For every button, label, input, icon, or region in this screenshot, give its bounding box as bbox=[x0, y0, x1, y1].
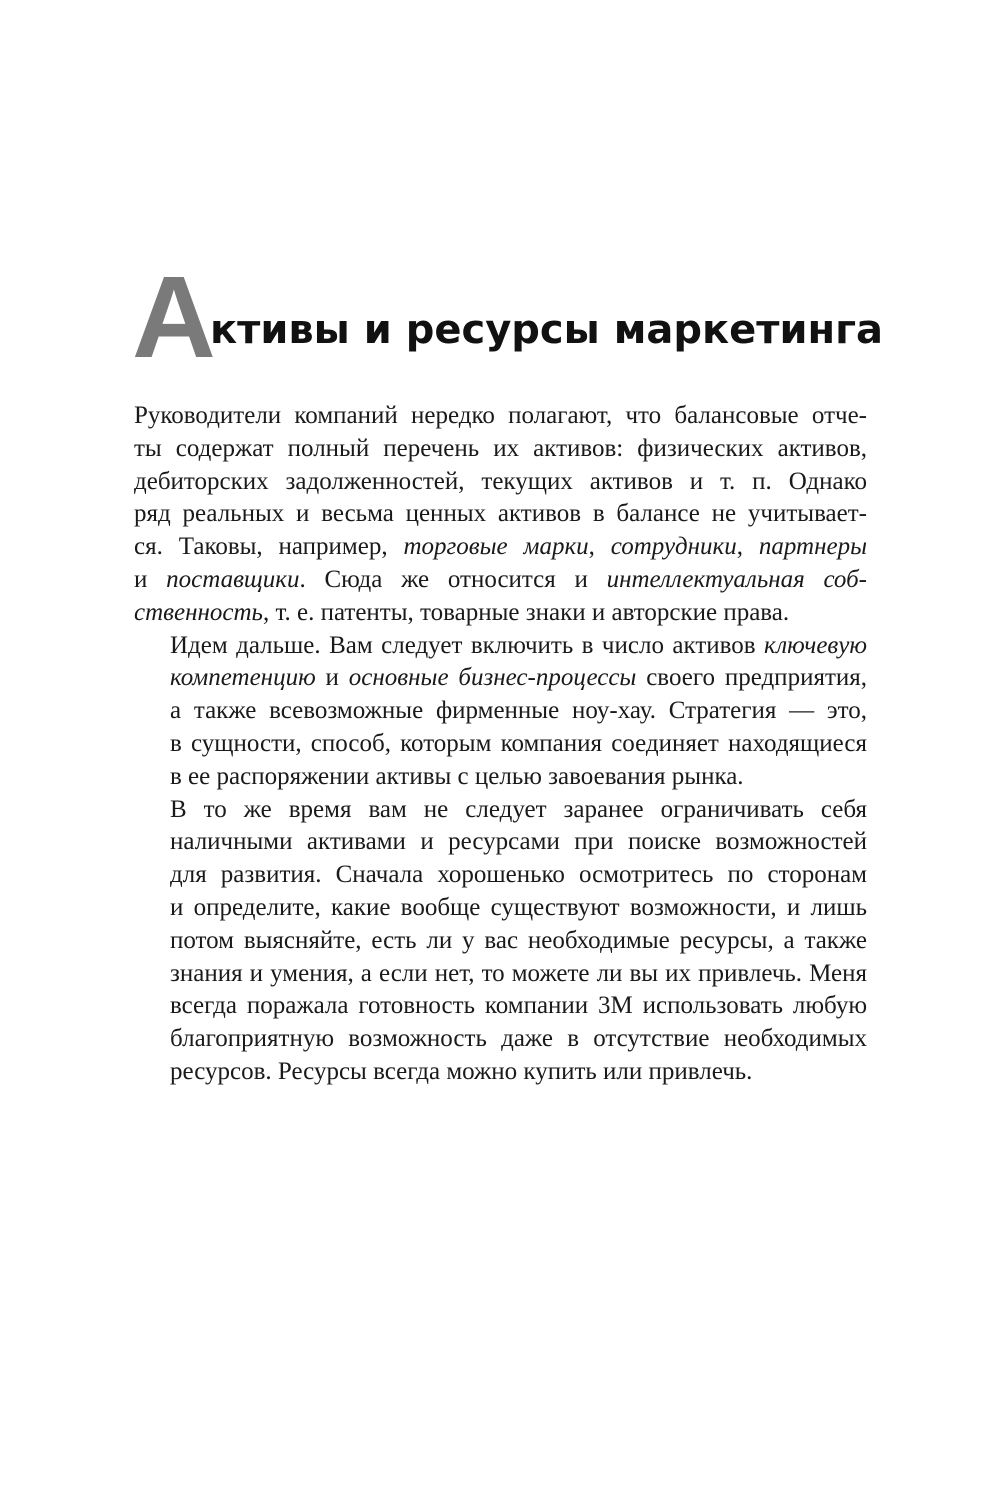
text-line bbox=[134, 630, 867, 663]
italic-term: партнеры bbox=[758, 533, 868, 561]
text-line bbox=[134, 466, 867, 499]
text-run: , bbox=[588, 533, 611, 561]
paragraph-1 bbox=[134, 400, 867, 630]
text-run: в сущности, способ, которым компания соединяет находящиеся bbox=[170, 729, 867, 757]
text-run: . Сюда же относится и bbox=[299, 565, 607, 593]
text-run: знания и умения, а если нет, то можете ли вы их привлечь. Меня bbox=[170, 959, 867, 987]
text-line bbox=[134, 761, 867, 794]
text-run: дебиторских задолженностей, текущих активов и т. п. Однако bbox=[134, 467, 867, 495]
italic-term: ственность bbox=[134, 598, 263, 626]
text-run: для развития. Сначала хорошенько осмотритесь по сторонам bbox=[170, 861, 867, 889]
italic-term: интеллектуальная соб- bbox=[606, 565, 867, 593]
text-run: потом выясняйте, есть ли у вас необходимые ресурсы, а также bbox=[170, 926, 867, 954]
heading-drop-cap: А bbox=[132, 252, 214, 382]
chapter-heading bbox=[132, 252, 912, 382]
text-run: и bbox=[134, 565, 167, 593]
text-run: Руководители компаний нередко полагают, что балансовые отче- bbox=[134, 402, 867, 429]
text-run: своего предприятия, bbox=[636, 664, 867, 692]
italic-term: ключевую bbox=[764, 631, 867, 659]
italic-term: сотрудники bbox=[610, 533, 737, 561]
text-line bbox=[134, 990, 867, 1023]
italic-term: компетенцию bbox=[170, 664, 316, 692]
italic-term: торговые марки bbox=[403, 533, 589, 561]
paragraph-3 bbox=[134, 794, 867, 1089]
text-run: всегда поражала готовность компании 3М использовать любую bbox=[170, 992, 867, 1020]
text-line bbox=[134, 498, 867, 531]
text-line bbox=[134, 958, 867, 991]
text-run: и определите, какие вообще существуют возможности, и лишь bbox=[170, 893, 867, 921]
text-run: наличными активами и ресурсами при поиске возможностей bbox=[170, 828, 867, 856]
italic-term: поставщики bbox=[166, 565, 300, 593]
text-line bbox=[134, 1023, 867, 1056]
text-run: в ее распоряжении активы с целью завоевания рынка. bbox=[170, 762, 744, 790]
text-line bbox=[134, 892, 867, 925]
text-line bbox=[134, 859, 867, 892]
text-run: , т. е. патенты, товарные знаки и авторские права. bbox=[262, 598, 790, 626]
text-line bbox=[134, 564, 867, 597]
text-line bbox=[134, 597, 867, 630]
text-line bbox=[134, 826, 867, 859]
text-line bbox=[134, 1056, 867, 1089]
text-line bbox=[134, 531, 867, 564]
heading-title: ктивы и ресурсы маркетинга bbox=[210, 307, 884, 353]
text-run: а также всевозможные фирменные ноу-хау. Стратегия — это, bbox=[170, 697, 867, 725]
text-run: и bbox=[315, 664, 349, 692]
text-line bbox=[134, 433, 867, 466]
text-run: Идем дальше. Вам следует включить в число активов bbox=[170, 631, 764, 659]
paragraph-2 bbox=[134, 630, 867, 794]
text-run: ты содержат полный перечень их активов: физических активов, bbox=[134, 434, 867, 462]
italic-term: основные бизнес-процессы bbox=[348, 664, 637, 692]
text-run: В то же время вам не следует заранее ограничивать себя bbox=[170, 795, 867, 823]
text-run: благоприятную возможность даже в отсутствие необходимых bbox=[170, 1025, 867, 1053]
text-line bbox=[134, 728, 867, 761]
text-run: ряд реальных и весьма ценных активов в балансе не учитывает- bbox=[134, 500, 867, 528]
text-run: ся. Таковы, например, bbox=[134, 533, 404, 561]
text-line bbox=[134, 400, 867, 433]
text-line bbox=[134, 695, 867, 728]
text-run: , bbox=[736, 533, 759, 561]
text-run: ресурсов. Ресурсы всегда можно купить или привлечь. bbox=[170, 1057, 753, 1085]
text-line bbox=[134, 662, 867, 695]
text-line bbox=[134, 794, 867, 827]
text-line bbox=[134, 925, 867, 958]
body-text bbox=[134, 400, 867, 1089]
